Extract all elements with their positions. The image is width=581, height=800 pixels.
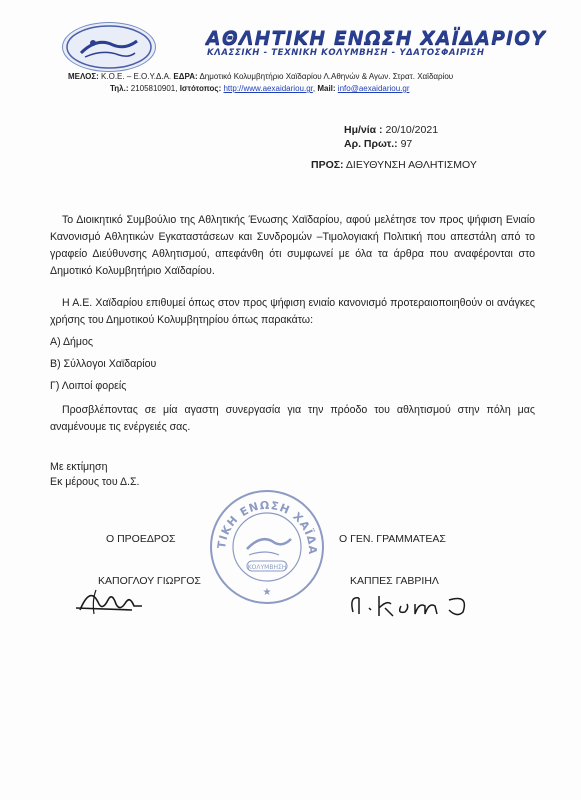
president-signature [72,580,162,620]
phone-value: 2105810901, [128,84,180,93]
secretary-signature [345,590,495,620]
phone-label: Τηλ.: [110,84,129,93]
date-label: Ημ/νία : [344,124,383,136]
svg-text:★: ★ [262,587,272,598]
mail-link[interactable]: info@aexaidariou.gr [337,84,410,93]
club-stamp [207,487,327,607]
date-line [344,124,438,136]
closing-line-1: Με εκτίμηση [50,461,108,473]
club-logo [62,22,156,72]
secretary-role: Ο ΓΕΝ. ΓΡΑΜΜΑΤΕΑΣ [339,533,446,545]
website-link[interactable]: http://www.aexaidariou.gr [223,84,313,93]
seat-label: ΕΔΡΑ: [173,72,198,81]
seat-value: Δημοτικό Κολυμβητήριο Χαϊδαρίου Λ.Αθηνών & Αγων. Στρατ. Χαϊδαρίου [197,72,454,81]
svg-text:ΑΘΛΗΤΙΚΗ ΕΝΩΣΗ ΧΑΪΔΑΡΙΟΥ [207,487,319,555]
body-paragraph-1: Το Διοικητικό Συμβούλιο της Αθλητικής Ένωσης Χαϊδαρίου, αφού μελέτησε τον προς ψήφιση Ενιαίο Κανονισμό Αθλητικών Εγκαταστάσεων και Συνδρομών –Τιμολογιακή Πολιτική που απεστάλη από το γραφείο Διεύθυνσης Αθλητισμού, απεφάνθη ότι συμφωνεί με όλα τα άρθρα που αναφέρονται στο Δημοτικό Κολυμβητήριο Χαϊδαρίου. [50,214,535,277]
list-item: Α) Δήμος [50,336,94,348]
secretary-name: ΚΑΠΠΕΣ ΓΑΒΡΙΗΛ [350,575,439,587]
list-item: Γ) Λοιποί φορείς [50,380,127,392]
president-name: ΚΑΠΟΓΛΟΥ ΓΙΩΡΓΟΣ [98,575,201,587]
body-paragraph-3: Προσβλέποντας σε μία αγαστη συνεργασία για την πρόοδο του αθλητισμού στην πόλη μας αναμένουμε τις ενέργειές σας. [50,404,535,433]
member-value: Κ.Ο.Ε. – Ε.Ο.Υ.Δ.Α. [98,72,174,81]
closing-line-2: Εκ μέρους του Δ.Σ. [50,476,140,488]
list-item: Β) Σύλλογοι Χαϊδαρίου [50,358,157,370]
recipient-value: ΔΙΕΥΘΥΝΣΗ ΑΘΛΗΤΙΣΜΟΥ [343,159,477,171]
stamp-text: ΤΙΚΗ ΕΝΩΣΗ ΧΑΪΔΑ [214,498,320,556]
member-label: ΜΕΛΟΣ: [68,72,99,81]
date-value: 20/10/2021 [382,124,439,136]
org-subtitle: ΚΛΑΣΣΙΚΗ - ΤΕΧΝΙΚΗ ΚΟΛΥΜΒΗΣΗ - ΥΔΑΤΟΣΦΑΙΡΙΣΗ [207,48,485,58]
protocol-label: Αρ. Πρωτ.: [344,138,398,150]
mail-label: Mail: [317,84,336,93]
president-role: Ο ΠΡΟΕΔΡΟΣ [106,533,176,545]
body-paragraph-2: Η Α.Ε. Χαϊδαρίου επιθυμεί όπως στον προς ψήφιση ενιαίο κανονισμό προτεραιοποιηθούν οι ανάγκες χρήσης του Δημοτικού Κολυμβητηρίου όπως παρακάτω: [50,297,535,326]
org-title: ΑΘΛΗΤΙΚΗ ΕΝΩΣΗ ΧΑΪΔΑΡΙΟΥ [206,27,546,49]
website-label: Ιστότοπος: [179,84,222,93]
protocol-line [344,138,412,150]
member-line [68,72,453,81]
stamp-inner-text: ΚΟΛΥΜΒΗΣΗ [247,564,287,571]
recipient-line [311,159,477,171]
contact-line: Τηλ.: 2105810901, Ιστότοπος: http://www.aexaidariou.gr, Mail: info@aexaidariou.gr [110,84,410,93]
protocol-value: 97 [397,138,413,150]
recipient-label: ΠΡΟΣ: [311,159,344,171]
